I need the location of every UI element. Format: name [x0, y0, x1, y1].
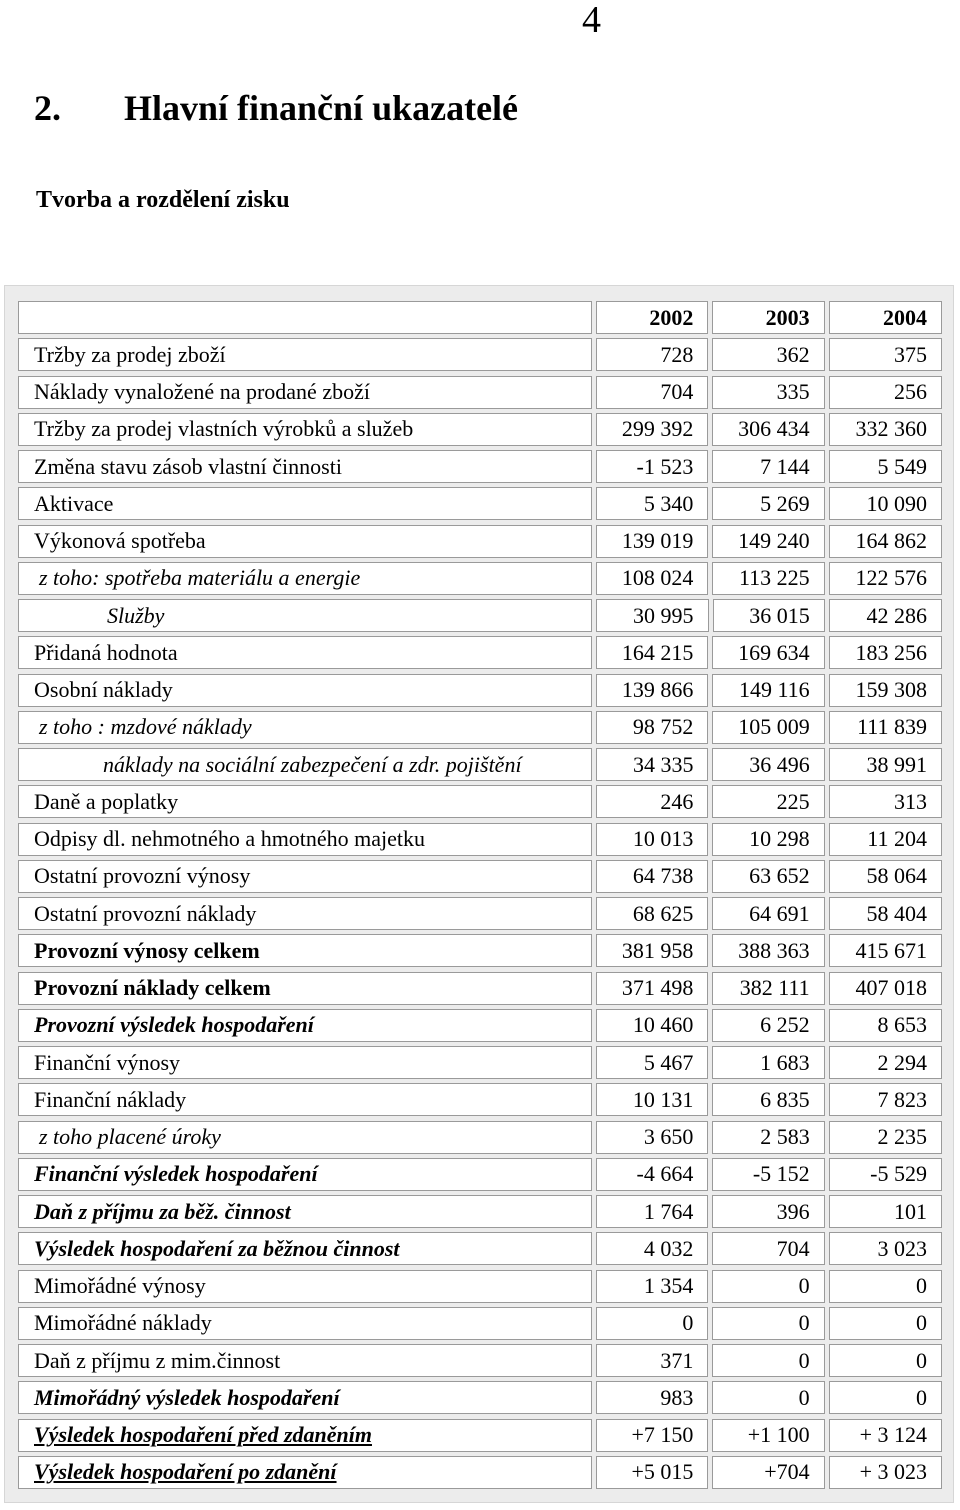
value-cell-2004: 122 576 [829, 562, 942, 595]
value-cell-2004: 0 [829, 1307, 942, 1340]
value-cell-2003: -5 152 [712, 1158, 824, 1191]
value-cell-2004: 0 [829, 1344, 942, 1377]
section-heading [34, 86, 518, 130]
row-label-text: Výkonová spotřeba [34, 528, 206, 553]
row-label [18, 1083, 592, 1116]
value-cell-2002: 1 764 [596, 1195, 708, 1228]
row-label [18, 1195, 592, 1228]
value-cell-2004: 3 023 [829, 1232, 942, 1265]
value-cell-2003: 0 [712, 1344, 824, 1377]
table-row [18, 934, 942, 967]
row-label-text: Služby [107, 602, 165, 628]
value-cell-2003: 6 252 [712, 1009, 824, 1042]
value-cell-2003: 0 [712, 1307, 824, 1340]
value-cell-2004: 2 235 [829, 1121, 942, 1154]
table-header-row [18, 301, 942, 334]
value-cell-2002: 64 738 [596, 860, 708, 893]
value-cell-2003: 149 116 [712, 674, 824, 707]
row-label [18, 711, 592, 744]
row-label [18, 1158, 592, 1191]
value-cell-2003: 1 683 [712, 1046, 824, 1079]
value-cell-2002: 3 650 [596, 1121, 708, 1154]
row-label-text: Mimořádný výsledek hospodaření [34, 1384, 340, 1410]
table-row [18, 1232, 942, 1265]
value-cell-2004: 0 [829, 1270, 942, 1303]
value-cell-2003: 6 835 [712, 1083, 824, 1116]
table-row [18, 1121, 942, 1154]
value-cell-2002: 728 [596, 338, 708, 371]
value-cell-2004: -5 529 [829, 1158, 942, 1191]
row-label [18, 413, 592, 446]
table-row [18, 1307, 942, 1340]
table-row [18, 1270, 942, 1303]
value-cell-2003: 362 [712, 338, 824, 371]
row-label [18, 1419, 592, 1452]
row-label-text: Daně a poplatky [34, 788, 179, 814]
row-label-text: Daň z příjmu z mim.činnost [34, 1347, 281, 1373]
table-row [18, 785, 942, 818]
value-cell-2003: 36 015 [713, 599, 825, 632]
value-cell-2003: 396 [712, 1195, 824, 1228]
row-label-text: Finanční výsledek hospodaření [34, 1161, 318, 1187]
value-cell-2004: 58 404 [829, 897, 942, 930]
value-cell-2004: 38 991 [829, 748, 942, 781]
row-label-text: Odpisy dl. nehmotného a hmotného majetku [34, 826, 426, 851]
row-label-text: Osobní náklady [34, 677, 173, 702]
row-label [18, 1307, 592, 1340]
section-title: Hlavní finanční ukazatelé [124, 88, 519, 128]
value-cell-2002: -1 523 [596, 450, 708, 483]
value-cell-2003: 7 144 [712, 450, 824, 483]
column-header: 2003 [712, 301, 824, 334]
table-row [18, 450, 942, 483]
row-label-text: Přidaná hodnota [34, 639, 178, 665]
value-cell-2003: 149 240 [712, 525, 824, 558]
row-label [18, 376, 592, 409]
table-row [18, 562, 942, 595]
value-cell-2003: 2 583 [712, 1121, 824, 1154]
value-cell-2003: 0 [712, 1381, 824, 1414]
row-label-text: Ostatní provozní výnosy [34, 863, 251, 889]
value-cell-2004: 58 064 [829, 860, 942, 893]
row-label-text: Tržby za prodej vlastních výrobků a služeb [34, 416, 414, 442]
value-cell-2002: 246 [596, 785, 708, 818]
table-row [18, 1158, 942, 1191]
column-header: 2004 [829, 301, 942, 334]
row-label [18, 785, 592, 818]
row-label [18, 1270, 592, 1303]
row-label [18, 972, 592, 1005]
row-label [18, 1381, 592, 1414]
value-cell-2003: 105 009 [712, 711, 824, 744]
table-row [18, 1381, 942, 1414]
row-label-text: Náklady vynaložené na prodané zboží [34, 379, 370, 404]
row-label-text: Daň z příjmu za běž. činnost [34, 1198, 291, 1224]
value-cell-2002: +5 015 [596, 1456, 708, 1489]
value-cell-2004: 11 204 [829, 823, 942, 856]
table-row [18, 674, 942, 707]
value-cell-2002: 299 392 [596, 413, 708, 446]
value-cell-2004: 2 294 [829, 1046, 942, 1079]
value-cell-2002: 10 460 [596, 1009, 708, 1042]
value-cell-2004: 101 [829, 1195, 942, 1228]
value-cell-2004: 332 360 [829, 413, 942, 446]
table-row [18, 823, 942, 856]
value-cell-2004: 256 [829, 376, 942, 409]
row-label-text: Změna stavu zásob vlastní činnosti [34, 453, 342, 479]
value-cell-2002: 5 467 [596, 1046, 708, 1079]
table-row [18, 413, 942, 446]
row-label-text: z toho placené úroky [39, 1124, 221, 1149]
page-number: 4 [582, 0, 601, 41]
value-cell-2004: 7 823 [829, 1083, 942, 1116]
value-cell-2002: 0 [596, 1307, 708, 1340]
row-label [18, 450, 592, 483]
value-cell-2003: 306 434 [712, 413, 824, 446]
table-row [18, 525, 942, 558]
financial-table [18, 301, 942, 1493]
table-row [18, 860, 942, 893]
header-label-cell [18, 301, 592, 334]
column-header: 2002 [596, 301, 708, 334]
row-label [18, 1046, 592, 1079]
row-label [18, 636, 592, 669]
value-cell-2002: -4 664 [596, 1158, 708, 1191]
row-label [18, 1344, 592, 1377]
row-label-text: Výsledek hospodaření před zdaněním [34, 1422, 372, 1447]
value-cell-2003: 64 691 [712, 897, 824, 930]
table-row [18, 1083, 942, 1116]
value-cell-2003: 169 634 [712, 636, 824, 669]
row-label-text: Mimořádné výnosy [34, 1273, 206, 1298]
row-label [18, 338, 592, 371]
value-cell-2002: 30 995 [596, 599, 708, 632]
value-cell-2004: 415 671 [829, 934, 942, 967]
row-label [18, 599, 592, 632]
row-label [18, 487, 592, 520]
value-cell-2002: 10 131 [596, 1083, 708, 1116]
table-row [18, 487, 942, 520]
value-cell-2002: 139 866 [596, 674, 708, 707]
row-label-text: náklady na sociální zabezpečení a zdr. pojištění [103, 751, 522, 777]
row-label [18, 562, 592, 595]
value-cell-2002: 10 013 [596, 823, 708, 856]
row-label-text: z toho : mzdové náklady [39, 714, 252, 740]
table-body [18, 338, 942, 1489]
value-cell-2003: 36 496 [712, 748, 824, 781]
row-label [18, 823, 592, 856]
value-cell-2003: 704 [712, 1232, 824, 1265]
value-cell-2003: 63 652 [712, 860, 824, 893]
table-row [18, 1456, 942, 1489]
row-label [18, 897, 592, 930]
value-cell-2004: 8 653 [829, 1009, 942, 1042]
value-cell-2004: 313 [829, 785, 942, 818]
value-cell-2003: 382 111 [712, 972, 824, 1005]
row-label-text: Výsledek hospodaření za běžnou činnost [34, 1235, 400, 1261]
value-cell-2004: 0 [829, 1381, 942, 1414]
value-cell-2004: + 3 124 [829, 1419, 942, 1452]
value-cell-2002: 164 215 [596, 636, 708, 669]
value-cell-2002: 68 625 [596, 897, 708, 930]
value-cell-2002: 108 024 [596, 562, 708, 595]
value-cell-2004: 164 862 [829, 525, 942, 558]
value-cell-2003: 113 225 [712, 562, 824, 595]
table-row [18, 376, 942, 409]
value-cell-2004: 407 018 [829, 972, 942, 1005]
table-row [18, 599, 942, 632]
row-label-text: Provozní výsledek hospodaření [34, 1012, 314, 1038]
value-cell-2002: 139 019 [596, 525, 708, 558]
value-cell-2002: 371 [596, 1344, 708, 1377]
table-row [18, 1046, 942, 1079]
value-cell-2003: +704 [712, 1456, 824, 1489]
value-cell-2004: 183 256 [829, 636, 942, 669]
value-cell-2002: 34 335 [596, 748, 708, 781]
row-label [18, 860, 592, 893]
value-cell-2002: 98 752 [596, 711, 708, 744]
table-row [18, 1195, 942, 1228]
value-cell-2002: 381 958 [596, 934, 708, 967]
value-cell-2002: 371 498 [596, 972, 708, 1005]
value-cell-2003: 388 363 [712, 934, 824, 967]
row-label [18, 748, 592, 781]
value-cell-2003: 335 [712, 376, 824, 409]
row-label-text: Tržby za prodej zboží [34, 341, 226, 367]
row-label-text: Provozní výnosy celkem [34, 937, 260, 963]
value-cell-2002: 5 340 [596, 487, 708, 520]
table-row [18, 748, 942, 781]
value-cell-2004: 375 [829, 338, 942, 371]
subsection-heading: Tvorba a rozdělení zisku [36, 187, 290, 213]
value-cell-2004: 42 286 [829, 599, 942, 632]
table-row [18, 1419, 942, 1452]
value-cell-2003: 225 [712, 785, 824, 818]
value-cell-2003: +1 100 [712, 1419, 824, 1452]
section-number: 2. [34, 88, 61, 128]
table-row [18, 1344, 942, 1377]
row-label [18, 1456, 592, 1489]
row-label [18, 1121, 592, 1154]
value-cell-2002: 1 354 [596, 1270, 708, 1303]
row-label-text: Ostatní provozní náklady [34, 900, 257, 926]
row-label [18, 1009, 592, 1042]
row-label-text: Aktivace [34, 490, 114, 516]
row-label [18, 1232, 592, 1265]
value-cell-2002: 983 [596, 1381, 708, 1414]
value-cell-2002: +7 150 [596, 1419, 708, 1452]
row-label-text: Provozní náklady celkem [34, 975, 271, 1000]
table-row [18, 636, 942, 669]
value-cell-2004: 111 839 [829, 711, 942, 744]
value-cell-2004: 5 549 [829, 450, 942, 483]
value-cell-2003: 0 [712, 1270, 824, 1303]
row-label-text: Finanční výnosy [34, 1049, 181, 1075]
table-row [18, 711, 942, 744]
value-cell-2004: 10 090 [829, 487, 942, 520]
table-row [18, 338, 942, 371]
value-cell-2004: + 3 023 [829, 1456, 942, 1489]
row-label-text: Výsledek hospodaření po zdanění [34, 1459, 337, 1485]
value-cell-2003: 10 298 [712, 823, 824, 856]
value-cell-2002: 704 [596, 376, 708, 409]
row-label-text: Finanční náklady [34, 1086, 187, 1112]
row-label [18, 525, 592, 558]
row-label-text: z toho: spotřeba materiálu a energie [39, 565, 361, 591]
value-cell-2004: 159 308 [829, 674, 942, 707]
row-label [18, 934, 592, 967]
row-label [18, 674, 592, 707]
value-cell-2002: 4 032 [596, 1232, 708, 1265]
table-row [18, 1009, 942, 1042]
table-row [18, 972, 942, 1005]
value-cell-2003: 5 269 [712, 487, 824, 520]
table-row [18, 897, 942, 930]
row-label-text: Mimořádné náklady [34, 1310, 212, 1336]
